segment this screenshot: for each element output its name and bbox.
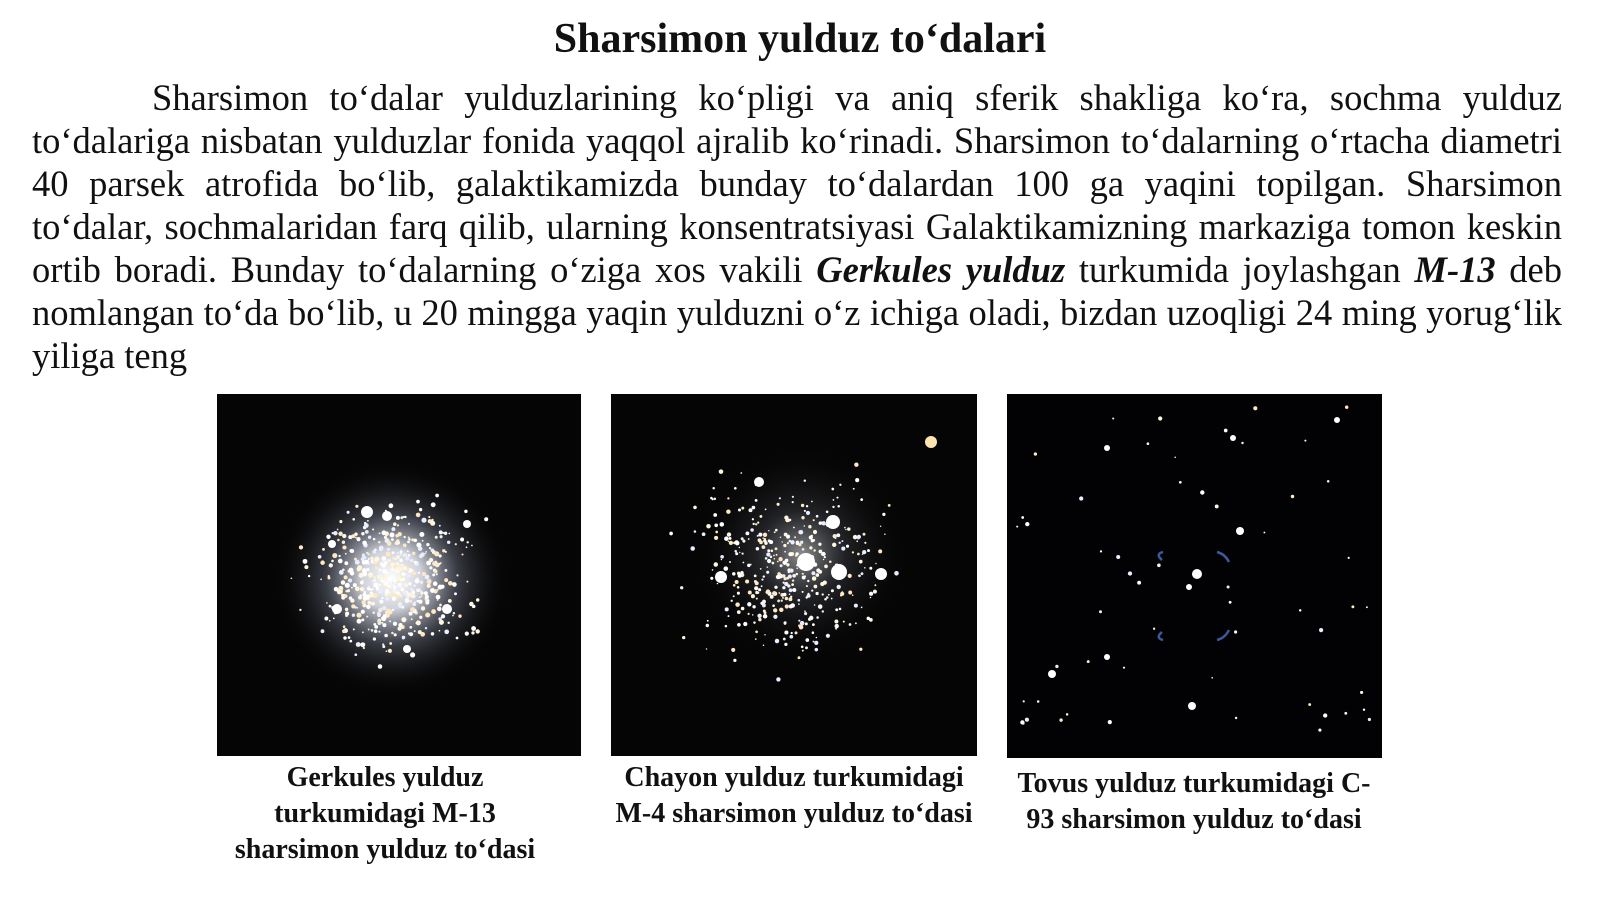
paragraph-text-1: Sharsimon to‘dalar yulduzlarining ko‘pligi va aniq sferik shakliga ko‘ra, sochma yulduz to‘dalariga nisbatan yulduzlar fonida yaqqol ajralib ko‘rinadi. Sharsimon to‘dalarning o‘rtacha diametri 40 parsek atrofida bo‘lib, galaktikamizda bunday to‘dalardan 100 ga yaqini topilgan. Sharsimon to‘dalar, sochmalaridan farq qilib, ularning konsentratsiyasi Galaktikamizning markaziga tomon keskin ortib boradi. Bunday to‘dalarning o‘ziga xos vakili bbox=[32, 77, 1562, 290]
caption-m13: Gerkules yulduz turkumidagi M-13 sharsimon yulduz to‘dasi bbox=[234, 762, 536, 865]
body-paragraph bbox=[32, 76, 1562, 377]
page-title: Sharsimon yulduz to‘dalari bbox=[553, 16, 1047, 62]
emphasis-m13: M-13 bbox=[1414, 249, 1496, 290]
emphasis-gerkules: Gerkules yulduz bbox=[816, 249, 1066, 290]
c93-cluster-photo bbox=[1007, 394, 1382, 758]
m4-cluster-photo bbox=[611, 394, 977, 756]
paragraph-text-3: deb nomlangan to‘da bo‘lib, u 20 mingga yaqin yulduzni o‘z ichiga oladi, bizdan uzoqligi 24 ming yorug‘lik yiliga teng bbox=[32, 249, 1563, 376]
m13-cluster-photo bbox=[217, 394, 581, 756]
paragraph-text-2: turkumida joylashgan bbox=[1065, 249, 1415, 290]
caption-m4: Chayon yulduz turkumidagi M-4 sharsimon yulduz to‘dasi bbox=[615, 762, 973, 829]
caption-c93: Tovus yulduz turkumidagi C-93 sharsimon yulduz to‘dasi bbox=[1017, 768, 1371, 835]
